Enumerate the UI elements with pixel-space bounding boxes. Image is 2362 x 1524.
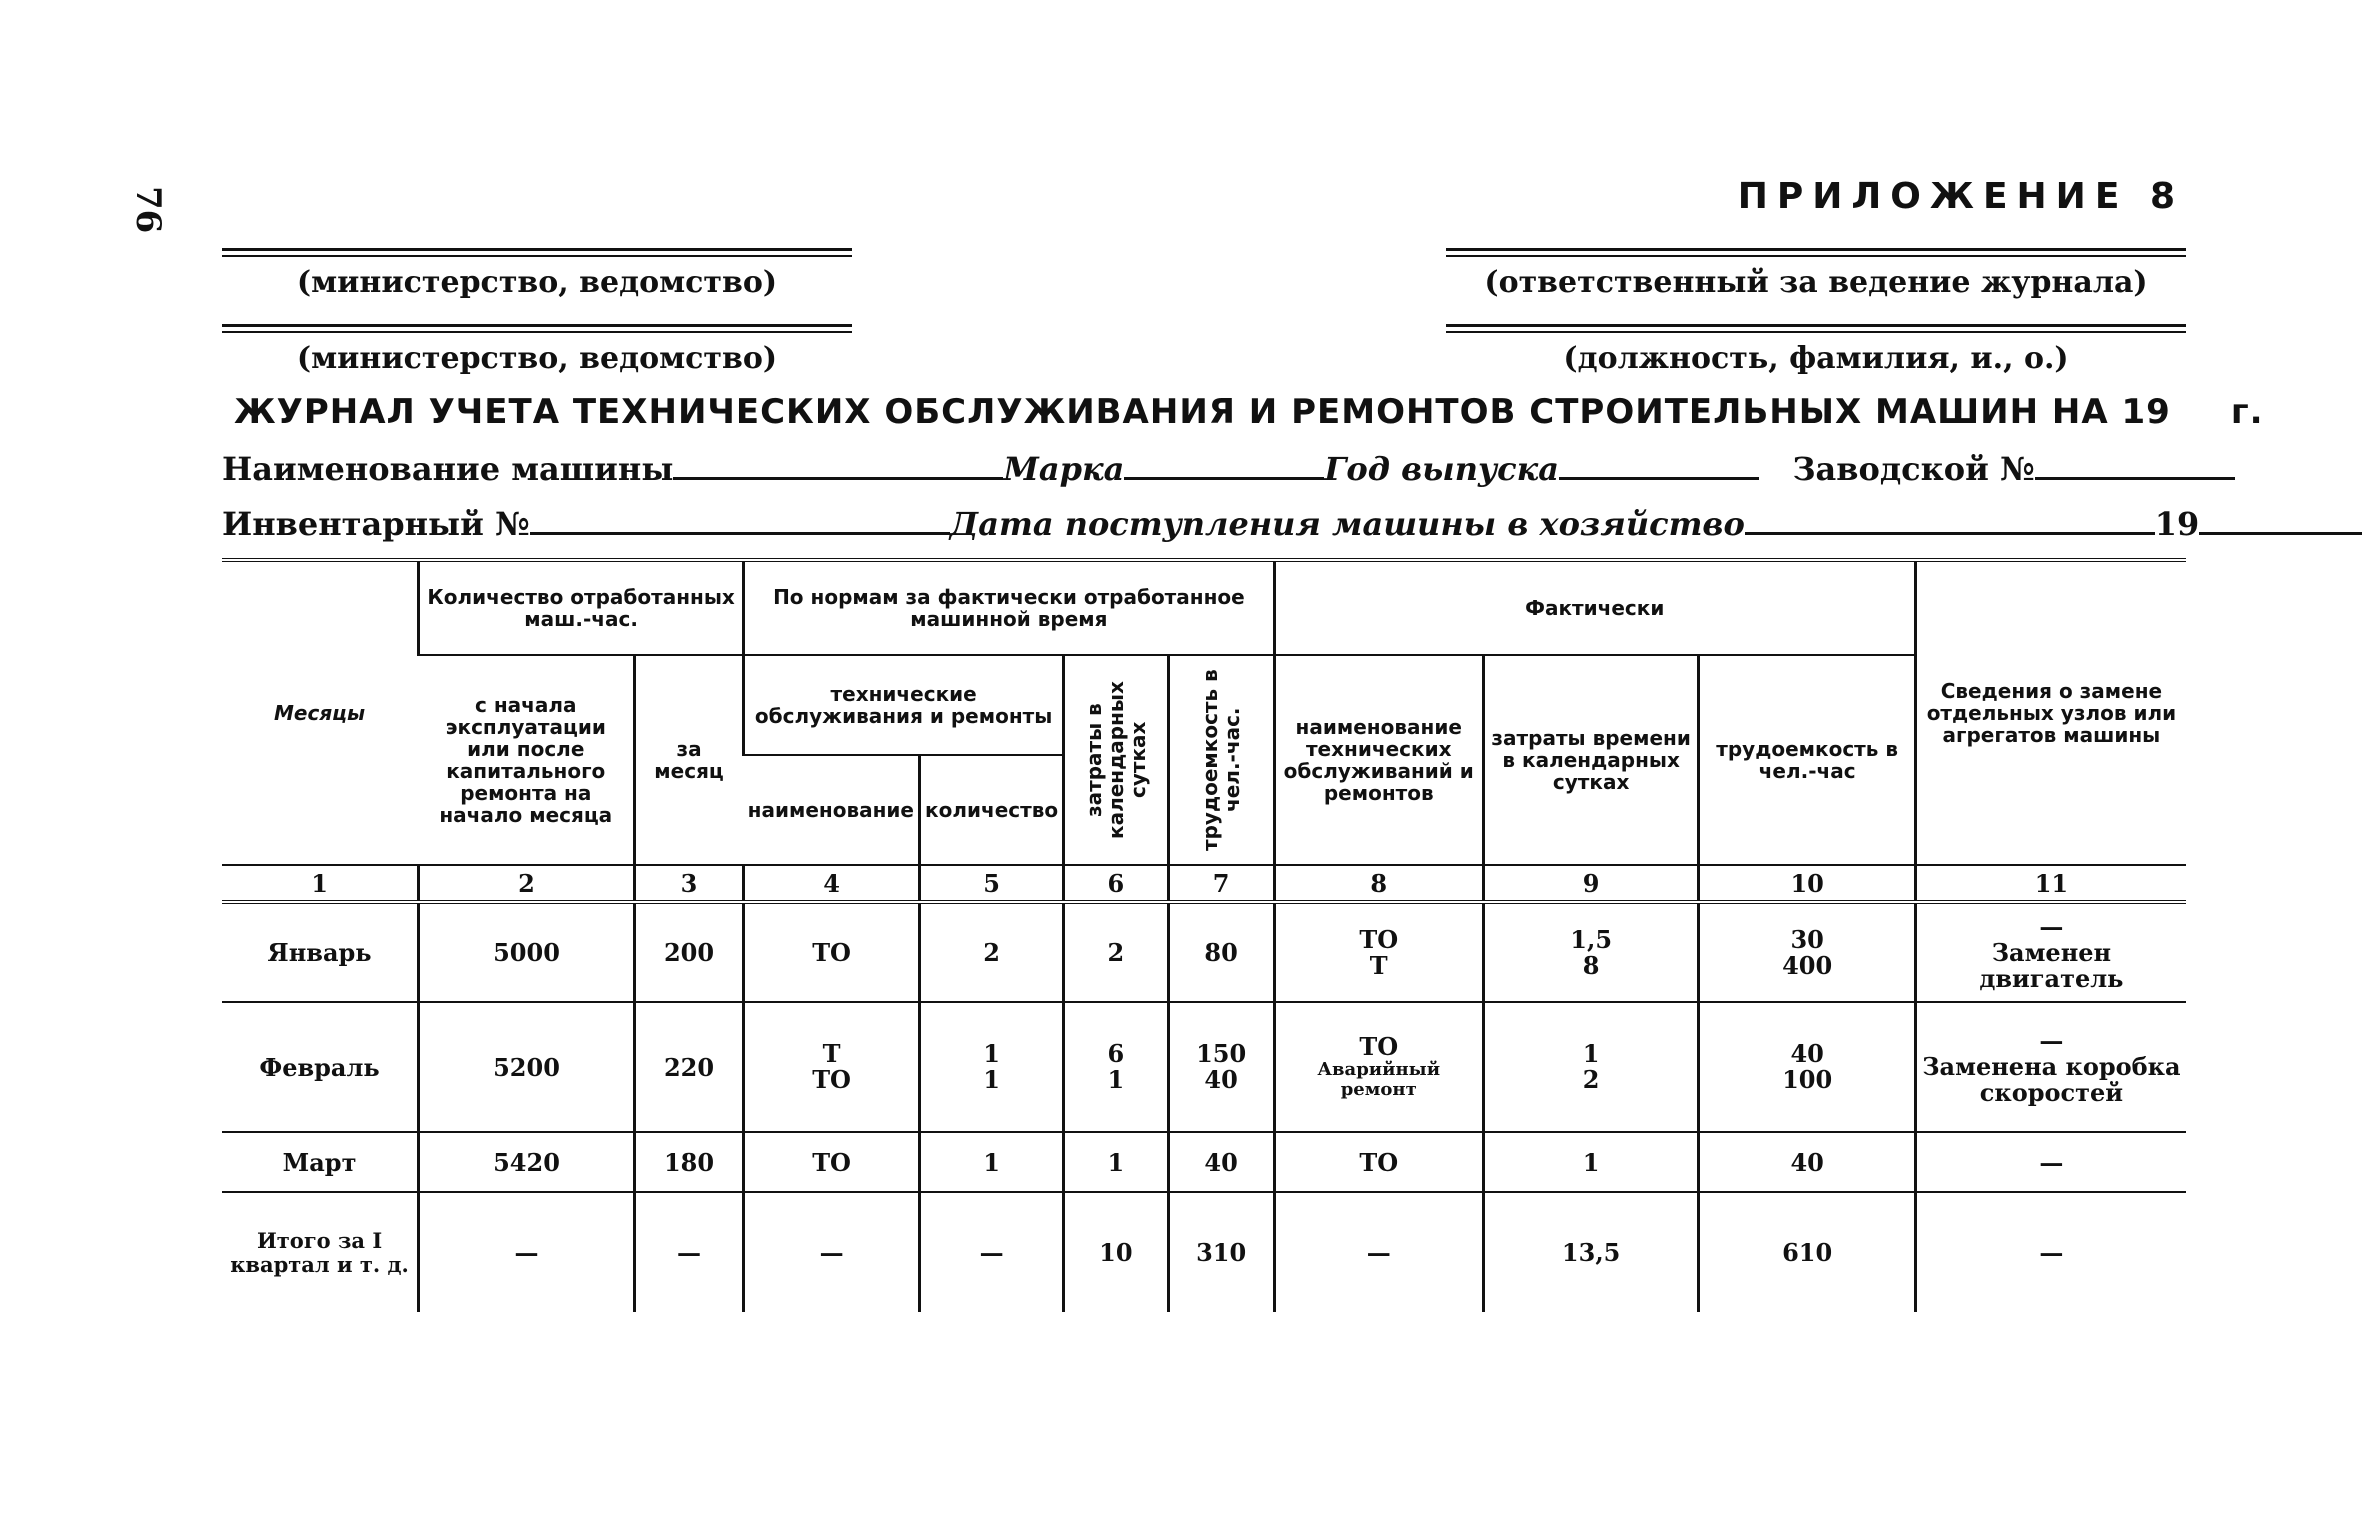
position-caption: (должность, фамилия, и., о.) [1563,341,2069,376]
col-num: 4 [744,865,920,902]
table-row-total [222,1192,2186,1312]
brand-label: Марка [1003,450,1125,488]
year-blank [1559,453,1759,480]
col-num: 1 [222,865,419,902]
header-cal-days: затраты в календарных сутках [1064,655,1169,865]
col-num: 7 [1168,865,1274,902]
ministry-caption-2: (министерство, ведомство) [296,341,778,376]
col-num: 9 [1483,865,1699,902]
cell-since-start: 5200 [419,1002,635,1132]
column-number-row [222,865,2186,902]
cell-month: Итого за I квартал и т. д. [230,1227,409,1277]
signature-line [222,324,852,333]
signature-line [1446,248,2186,257]
cell-since-start: 5420 [419,1132,635,1192]
factory-no-blank [2035,453,2235,480]
cell-labor: 40 [1168,1132,1274,1192]
cell-actual-name: ТО Аварийный ремонт [1274,1002,1483,1132]
cell-actual-labor: 40 [1699,1132,1915,1192]
table-row [222,1132,2186,1192]
cell-since-start: 5000 [419,902,635,1002]
inventory-no-blank [530,508,950,535]
cell-per-month: 200 [634,902,743,1002]
arrival-year-blank [2199,508,2362,535]
appendix-title: ПРИЛОЖЕНИЕ 8 [1737,176,2184,217]
header-name: наименование [747,798,914,822]
maintenance-journal-table [222,558,2186,1312]
cell-replacement: — Заменен двигатель [1915,902,2186,1002]
ministry-block-2 [222,324,852,376]
cell-actual-name: ТО [1274,1132,1483,1192]
header-tech-service: технические обслуживания и ремонты [744,655,1064,755]
cell-month: Март [222,1132,419,1192]
ministry-caption-1: (министерство, ведомство) [296,265,778,300]
header-replacement: Сведения о замене отдельных узлов или агрегатов машины [1915,560,2186,865]
cell-per-month: — [634,1192,743,1312]
responsible-caption: (ответственный за ведение журнала) [1484,265,2148,300]
cell-replacement: — Заменена коробка скоростей [1915,1002,2186,1132]
ministry-block-1 [222,248,852,300]
col-num: 5 [920,865,1064,902]
cell-count: — [920,1192,1064,1312]
year-label: Год выпуска [1324,450,1560,488]
cell-since-start: — [419,1192,635,1312]
machine-name-label: Наименование машины [222,450,674,488]
header-per-month: за месяц [634,655,743,865]
col-num: 6 [1064,865,1169,902]
header-count: количество [920,755,1064,865]
machine-name-blank [673,453,1003,480]
cell-actual-time: 1,5 8 [1483,902,1699,1002]
cell-count: 1 1 [920,1002,1064,1132]
cell-actual-time: 1 2 [1483,1002,1699,1132]
arrival-date-label: Дата поступления машины в хозяйство [949,505,1745,543]
page-number: 76 [128,186,168,234]
cell-labor: 150 40 [1168,1002,1274,1132]
header-hours-worked: Количество отработанных маш.-час. [419,560,744,655]
cell-name: ТО [744,1132,920,1192]
cell-actual-name: ТО Т [1274,902,1483,1002]
journal-title-text: ЖУРНАЛ УЧЕТА ТЕХНИЧЕСКИХ ОБСЛУЖИВАНИЯ И РЕМОНТОВ СТРОИТЕЛЬНЫХ МАШИН НА 19 [234,392,2171,432]
brand-blank [1124,453,1324,480]
cell-actual-labor: 30 400 [1699,902,1915,1002]
cell-name: — [744,1192,920,1312]
journal-title-suffix: г. [2230,392,2264,432]
cell-month: Январь [222,902,419,1002]
signature-line [222,248,852,257]
inventory-fields-row [222,505,2362,543]
machine-fields-row [222,450,2235,488]
header-actual-time: затраты времени в календарных сутках [1483,655,1699,865]
cell-per-month: 180 [634,1132,743,1192]
cell-actual-labor: 610 [1699,1192,1915,1312]
cell-days: 10 [1064,1192,1169,1312]
table-row [222,902,2186,1002]
table-row [222,1002,2186,1132]
cell-name: ТО [744,902,920,1002]
col-num: 8 [1274,865,1483,902]
header-since-start: с начала эксплуатации или после капитального ремонта на начало месяца [439,693,613,827]
col-num: 11 [1915,865,2186,902]
journal-title [234,392,2264,432]
arrival-year-label: 19 [2154,505,2200,543]
factory-no-label: Заводской № [1792,450,2035,488]
inventory-no-label: Инвентарный № [222,505,530,543]
header-months: Месяцы [222,560,419,865]
header-actual: Фактически [1274,560,1915,655]
cell-replacement: — [1915,1132,2186,1192]
col-num: 2 [419,865,635,902]
cell-month: Февраль [222,1002,419,1132]
cell-count: 1 [920,1132,1064,1192]
cell-actual-labor: 40 100 [1699,1002,1915,1132]
col-num: 3 [634,865,743,902]
cell-replacement: — [1915,1192,2186,1312]
arrival-date-blank [1745,508,2155,535]
cell-days: 6 1 [1064,1002,1169,1132]
cell-count: 2 [920,902,1064,1002]
cell-labor: 80 [1168,902,1274,1002]
signature-line [1446,324,2186,333]
cell-labor: 310 [1168,1192,1274,1312]
cell-actual-name: — [1274,1192,1483,1312]
responsible-block [1446,248,2186,300]
cell-days: 2 [1064,902,1169,1002]
position-block [1446,324,2186,376]
cell-per-month: 220 [634,1002,743,1132]
cell-actual-time: 1 [1483,1132,1699,1192]
header-actual-labor: трудоемкость в чел.-час [1699,655,1915,865]
header-labor: трудоемкость в чел.-час. [1168,655,1274,865]
cell-days: 1 [1064,1132,1169,1192]
header-actual-name: наименование технических обслуживаний и ремонтов [1274,655,1483,865]
cell-name: Т ТО [744,1002,920,1132]
cell-actual-time: 13,5 [1483,1192,1699,1312]
header-by-norms: По нормам за фактически отработанное машинной время [744,560,1275,655]
col-num: 10 [1699,865,1915,902]
